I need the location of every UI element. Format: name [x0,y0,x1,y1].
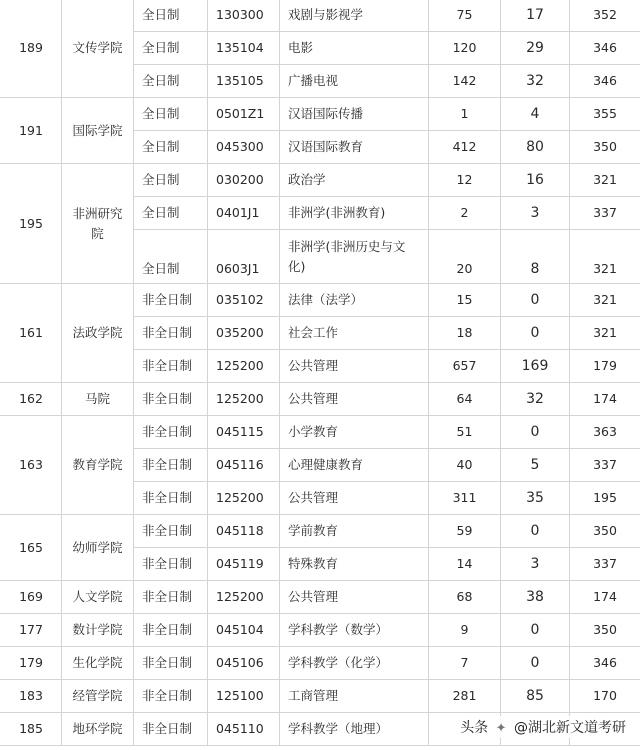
value-1: 15 [429,284,501,317]
table-row [1,164,640,197]
study-mode: 非全日制 [134,614,208,647]
value-3: 337 [570,449,640,482]
major-code: 125200 [208,581,280,614]
value-1: 9 [429,614,501,647]
college-name: 幼师学院 [62,515,134,581]
major-name: 公共管理 [280,581,429,614]
value-3: 337 [570,548,640,581]
value-2: 169 [501,350,570,383]
major-name: 政治学 [280,164,429,197]
value-1: 2 [429,197,501,230]
college-name: 文传学院 [62,0,134,98]
value-1: 142 [429,65,501,98]
value-3: 355 [570,98,640,131]
study-mode: 全日制 [134,230,208,284]
college-name-line-1: 非洲研究 [72,205,123,221]
value-2: 32 [501,65,570,98]
study-mode: 非全日制 [134,515,208,548]
value-2: 3 [501,548,570,581]
study-mode: 非全日制 [134,416,208,449]
table-row [1,284,640,317]
value-2: 16 [501,164,570,197]
college-code: 189 [1,0,62,98]
college-name: 教育学院 [62,416,134,515]
study-mode: 全日制 [134,32,208,65]
value-2: 35 [501,482,570,515]
value-2: 8 [501,230,570,284]
study-mode: 全日制 [134,0,208,32]
value-2: 80 [501,131,570,164]
major-name: 汉语国际教育 [280,131,429,164]
major-code: 035102 [208,284,280,317]
college-code: 165 [1,515,62,581]
study-mode: 全日制 [134,197,208,230]
college-code: 163 [1,416,62,515]
watermark [456,716,630,738]
study-mode: 非全日制 [134,350,208,383]
major-code: 125200 [208,482,280,515]
college-code: 185 [1,713,62,746]
value-3: 321 [570,284,640,317]
major-name: 工商管理 [280,680,429,713]
college-name: 生化学院 [62,647,134,680]
major-code: 045106 [208,647,280,680]
college-name: 地环学院 [62,713,134,746]
watermark-source: 头条 [460,720,489,736]
value-1: 281 [429,680,501,713]
value-1: 51 [429,416,501,449]
major-name [280,230,429,284]
value-3: 179 [570,350,640,383]
value-3: 363 [570,416,640,449]
value-1: 75 [429,0,501,32]
value-2: 0 [501,317,570,350]
major-code: 045110 [208,713,280,746]
value-3: 346 [570,647,640,680]
major-code: 125200 [208,350,280,383]
value-1: 68 [429,581,501,614]
value-2: 38 [501,581,570,614]
table-row [1,98,640,131]
major-name: 汉语国际传播 [280,98,429,131]
major-name: 戏剧与影视学 [280,0,429,32]
value-2: 32 [501,383,570,416]
college-code: 162 [1,383,62,416]
major-code: 125100 [208,680,280,713]
value-2: 0 [501,284,570,317]
major-code: 125200 [208,383,280,416]
value-2: 3 [501,197,570,230]
college-name: 经管学院 [62,680,134,713]
value-1: 1 [429,98,501,131]
value-1: 40 [429,449,501,482]
major-name: 公共管理 [280,482,429,515]
value-3: 337 [570,197,640,230]
major-name: 法律（法学） [280,284,429,317]
table-row [1,680,640,713]
table-row [1,416,640,449]
value-1: 18 [429,317,501,350]
college-name-line-2: 院 [91,225,104,241]
college-code: 169 [1,581,62,614]
value-1: 412 [429,131,501,164]
major-name: 电影 [280,32,429,65]
college-code: 179 [1,647,62,680]
major-code: 030200 [208,164,280,197]
value-1: 59 [429,515,501,548]
college-code: 195 [1,164,62,284]
table-row [1,581,640,614]
table-row [1,614,640,647]
major-code: 0501Z1 [208,98,280,131]
major-name: 学前教育 [280,515,429,548]
major-code: 135104 [208,32,280,65]
major-name: 广播电视 [280,65,429,98]
study-mode: 非全日制 [134,449,208,482]
value-3: 350 [570,131,640,164]
college-name: 人文学院 [62,581,134,614]
college-name: 数计学院 [62,614,134,647]
college-code: 191 [1,98,62,164]
college-code: 177 [1,614,62,647]
college-name [62,164,134,284]
major-code: 045104 [208,614,280,647]
major-name: 特殊教育 [280,548,429,581]
value-3: 346 [570,65,640,98]
major-code: 045300 [208,131,280,164]
major-name: 非洲学(非洲教育) [280,197,429,230]
major-name: 学科教学（数学） [280,614,429,647]
major-name-line-1: 非洲学(非洲历史与文 [288,238,406,254]
value-2: 0 [501,416,570,449]
study-mode: 全日制 [134,65,208,98]
value-2: 0 [501,515,570,548]
study-mode: 非全日制 [134,581,208,614]
value-3: 170 [570,680,640,713]
value-3: 195 [570,482,640,515]
study-mode: 非全日制 [134,713,208,746]
major-name-line-2: 化) [288,258,306,274]
value-1: 20 [429,230,501,284]
study-mode: 非全日制 [134,647,208,680]
college-name: 国际学院 [62,98,134,164]
major-code: 135105 [208,65,280,98]
value-2: 4 [501,98,570,131]
major-name: 心理健康教育 [280,449,429,482]
watermark-separator-icon: ✦ [495,721,507,736]
major-code: 045115 [208,416,280,449]
major-code: 045119 [208,548,280,581]
major-name: 公共管理 [280,350,429,383]
major-name: 公共管理 [280,383,429,416]
value-2: 85 [501,680,570,713]
value-3: 352 [570,0,640,32]
value-3: 174 [570,383,640,416]
major-code: 130300 [208,0,280,32]
major-code: 0401J1 [208,197,280,230]
major-code: 045116 [208,449,280,482]
value-2: 0 [501,614,570,647]
value-3: 174 [570,581,640,614]
value-1: 64 [429,383,501,416]
study-mode: 全日制 [134,164,208,197]
watermark-handle: @湖北新文道考研 [514,720,626,736]
study-mode: 全日制 [134,131,208,164]
major-name: 社会工作 [280,317,429,350]
study-mode: 非全日制 [134,317,208,350]
value-2: 5 [501,449,570,482]
study-mode: 非全日制 [134,383,208,416]
value-3: 350 [570,614,640,647]
value-3: 346 [570,32,640,65]
table-row [1,647,640,680]
study-mode: 非全日制 [134,284,208,317]
value-1: 657 [429,350,501,383]
study-mode: 非全日制 [134,548,208,581]
college-name: 马院 [62,383,134,416]
major-code: 0603J1 [208,230,280,284]
major-name: 小学教育 [280,416,429,449]
value-1: 311 [429,482,501,515]
table-row [1,0,640,32]
major-code: 035200 [208,317,280,350]
study-mode: 非全日制 [134,482,208,515]
college-name: 法政学院 [62,284,134,383]
study-mode: 全日制 [134,98,208,131]
value-1: 120 [429,32,501,65]
major-name: 学科教学（地理） [280,713,429,746]
table-row [1,515,640,548]
table-row [1,383,640,416]
college-code: 161 [1,284,62,383]
major-code: 045118 [208,515,280,548]
value-1: 7 [429,647,501,680]
value-3: 350 [570,515,640,548]
value-1: 14 [429,548,501,581]
value-2: 17 [501,0,570,32]
value-3: 321 [570,164,640,197]
value-2: 29 [501,32,570,65]
major-name: 学科教学（化学） [280,647,429,680]
college-code: 183 [1,680,62,713]
value-2: 0 [501,647,570,680]
value-3: 321 [570,230,640,284]
study-mode: 非全日制 [134,680,208,713]
value-1: 12 [429,164,501,197]
value-3: 321 [570,317,640,350]
